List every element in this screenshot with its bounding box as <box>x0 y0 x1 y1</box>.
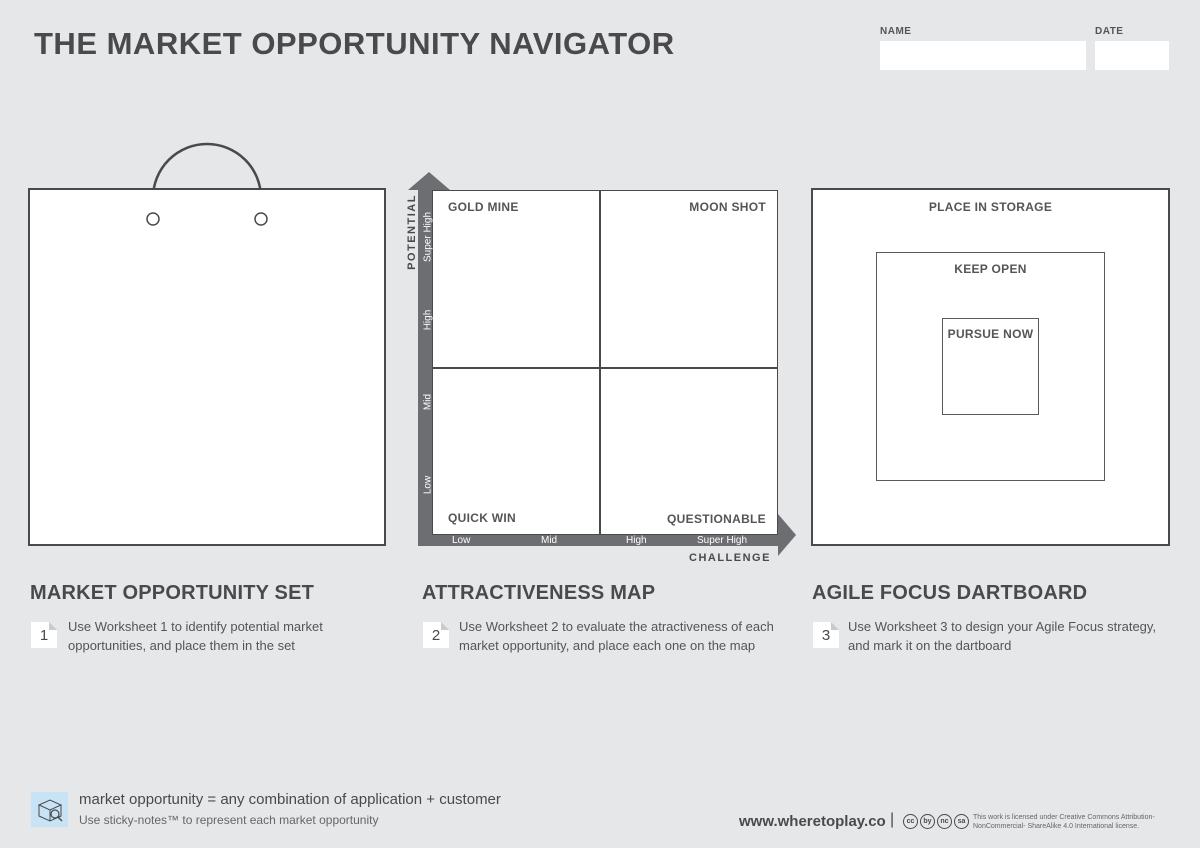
quadrant-moon-shot: MOON SHOT <box>689 200 766 214</box>
x-tick-mid: Mid <box>541 535 558 546</box>
step-number-2: 2 <box>423 622 449 648</box>
y-tick-high: High <box>422 309 434 331</box>
x-tick-low: Low <box>452 535 471 546</box>
license-text: This work is licensed under Creative Commons Attribution-NonCommercial- ShareAlike 4.0 International license. <box>973 814 1155 830</box>
date-label: DATE <box>1095 26 1124 37</box>
sa-icon: sa <box>954 814 969 829</box>
step-text-1: Use Worksheet 1 to identify potential market opportunities, and place them in the set <box>68 619 323 653</box>
zone-pursue-now-label: PURSUE NOW <box>947 327 1034 341</box>
sticky-note-hint: Use sticky-notes™ to represent each market opportunity <box>79 813 379 827</box>
market-opportunity-set-panel[interactable] <box>28 188 386 546</box>
zone-keep-open-label: KEEP OPEN <box>954 262 1027 276</box>
x-tick-high: High <box>626 535 647 546</box>
creative-commons-icon <box>903 814 969 829</box>
nc-icon: nc <box>937 814 952 829</box>
section-heading-attractiveness-map: ATTRACTIVENESS MAP <box>422 582 656 604</box>
date-field[interactable] <box>1095 41 1169 70</box>
step-number-1: 1 <box>31 622 57 648</box>
by-icon: by <box>920 814 935 829</box>
x-axis-title: CHALLENGE <box>689 552 771 564</box>
x-tick-super-high: Super High <box>697 535 748 546</box>
y-tick-super-high: Super High <box>422 211 434 263</box>
name-label: NAME <box>880 26 912 37</box>
market-opportunity-definition: market opportunity = any combination of application + customer <box>79 791 501 808</box>
grid-vertical-divider <box>599 191 601 534</box>
section-heading-agile-focus-dartboard: AGILE FOCUS DARTBOARD <box>812 582 1088 604</box>
y-axis-title: POTENTIAL <box>406 194 418 270</box>
y-tick-mid: Mid <box>422 393 434 411</box>
grid-horizontal-divider <box>433 367 777 369</box>
zone-place-in-storage: PLACE IN STORAGE <box>928 200 1053 214</box>
footer-separator: | <box>890 811 895 828</box>
sticky-note-icon <box>31 792 68 827</box>
step-number-3: 3 <box>813 622 839 648</box>
quadrant-quick-win: QUICK WIN <box>448 511 517 525</box>
website-link[interactable]: www.wheretoplay.co <box>739 813 886 830</box>
attractiveness-map-grid[interactable] <box>432 190 778 535</box>
y-tick-low: Low <box>422 475 434 495</box>
cc-icon: cc <box>903 814 918 829</box>
pursue-now-zone[interactable] <box>942 318 1039 415</box>
name-field[interactable] <box>880 41 1086 70</box>
page-title: THE MARKET OPPORTUNITY NAVIGATOR <box>34 26 675 61</box>
quadrant-gold-mine: GOLD MINE <box>448 200 519 214</box>
section-heading-market-opportunity-set: MARKET OPPORTUNITY SET <box>30 582 315 604</box>
step-text-2: Use Worksheet 2 to evaluate the atractiveness of each market opportunity, and place each one on the map <box>459 619 774 653</box>
quadrant-questionable: QUESTIONABLE <box>667 512 766 526</box>
step-text-3: Use Worksheet 3 to design your Agile Focus strategy, and mark it on the dartboard <box>848 619 1157 653</box>
